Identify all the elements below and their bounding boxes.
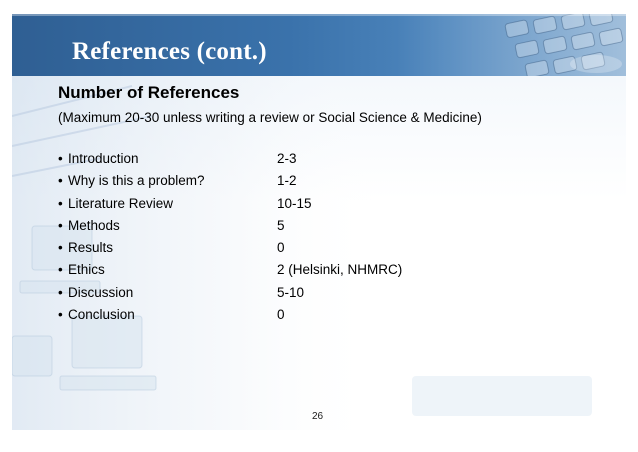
list-item [58, 151, 478, 173]
maximum-note: (Maximum 20-30 unless writing a review or Social Science & Medicine) [58, 110, 482, 125]
bullet-icon: • [58, 240, 63, 256]
bullet-icon: • [58, 284, 63, 300]
reference-count: 0 [277, 240, 285, 256]
list-item [58, 262, 478, 284]
section-label: Introduction [68, 151, 139, 166]
header-highlight [12, 14, 626, 16]
reference-count: 5 [277, 217, 285, 233]
section-label: Literature Review [68, 195, 174, 211]
list-item [58, 218, 478, 240]
bullet-icon: • [58, 173, 63, 189]
section-label: Discussion [68, 284, 134, 300]
reference-count: 0 [277, 307, 285, 323]
bullet-icon: • [58, 195, 63, 211]
section-label: Why is this a problem? [68, 173, 205, 189]
reference-count: 10-15 [277, 195, 312, 211]
list-item [58, 285, 478, 307]
list-item [58, 307, 478, 329]
section-label: Results [68, 240, 114, 256]
section-label: Methods [68, 217, 120, 233]
reference-count: 2-3 [277, 151, 297, 166]
list-item [58, 240, 478, 262]
section-label: Ethics [68, 262, 105, 278]
bullet-icon: • [58, 217, 63, 233]
reference-count: 5-10 [277, 284, 305, 300]
list-item [58, 173, 478, 195]
reference-count-list [58, 151, 478, 329]
bullet-icon: • [58, 262, 63, 278]
slide-title: References (cont.) [72, 38, 267, 65]
section-heading: Number of References [58, 83, 240, 102]
reference-count: 1-2 [277, 173, 297, 189]
keyboard-image-icon [396, 14, 626, 76]
reference-count: 2 (Helsinki, NHMRC) [277, 262, 403, 278]
list-item [58, 196, 478, 218]
bullet-icon: • [58, 151, 63, 166]
page-number: 26 [312, 411, 324, 422]
section-label: Conclusion [68, 307, 135, 323]
bullet-icon: • [58, 307, 63, 323]
